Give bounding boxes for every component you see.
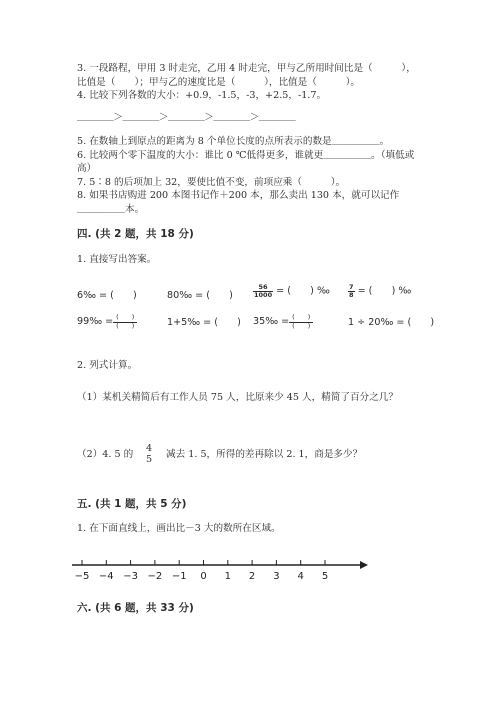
tick-label: −1 [171, 571, 187, 582]
q4-line1: 4. 比较下列各数的大小：+0.9，-1.5，-3，+2.5，-1.7。 [77, 90, 327, 101]
tick-label: 2 [248, 571, 256, 582]
calc-r2-c4: 1 ÷ 20‰ = ( ) [348, 317, 435, 328]
fraction-7-8: $\frac{7}{8}$ [349, 283, 354, 299]
part4-sub2-a: （2）4. 5 的 [77, 449, 134, 460]
tick-label: −5 [74, 571, 90, 582]
q6-line1: 6. 比较两个零下温度的大小：谁比 0 ℃低得更多，谁就更＿＿＿＿＿。（填低或 [77, 150, 415, 161]
calc-r2-c1: 99‰ = $\frac{( )}{( )}$ [77, 314, 137, 330]
q5: 5. 在数轴上到原点的距离为 8 个单位长度的点所表示的数是＿＿＿＿＿。 [77, 136, 390, 147]
q8-line1: 8. 如果书店购进 200 本图书记作＋200 本，那么卖出 130 本，就可以记作 [77, 190, 400, 201]
calc-r2-c3: 35‰ = $\frac{( )}{( )}$ [253, 314, 313, 330]
part4-q2-title: 2. 列式计算。 [77, 360, 138, 371]
part4-sub1: （1）某机关精简后有工作人员 75 人，比原来少 45 人，精简了百分之几？ [77, 392, 398, 403]
part5-heading: 五. (共 1 题，共 5 分) [77, 498, 187, 510]
blank-fraction: $\frac{( )}{( )}$ [113, 314, 137, 330]
part5-q1: 1. 在下面直线上，画出比－3 大的数所在区域。 [77, 523, 281, 534]
q4-line2: ＿＿＿＿＞＿＿＿＿＞＿＿＿＿＞＿＿＿＿＞＿＿＿＿ [77, 112, 296, 123]
part6-heading: 六. (共 6 题，共 33 分) [77, 602, 194, 614]
fraction-4-5: 4 5 [146, 443, 153, 465]
fraction-56-1000: $\frac{56}{1000}$ [254, 283, 273, 299]
tick-label: −2 [147, 571, 163, 582]
calc-r2-c2: 1+5‰ = ( ) [167, 317, 241, 328]
arrow-right-icon [360, 561, 368, 569]
q3-line1: 3. 一段路程，甲用 3 时走完，乙用 4 时走完，甲与乙所用时间比是（ ）， [77, 63, 416, 74]
part4-heading: 四. (共 2 题，共 18 分) [77, 228, 194, 240]
calc-r1-c3: $\frac{56}{1000}$ = ( ) ‰ [254, 283, 330, 299]
blank-fraction: $\frac{( )}{( )}$ [289, 314, 313, 330]
number-line [70, 556, 370, 586]
q6-line2: 高） [77, 163, 97, 174]
tick-label: 1 [224, 571, 231, 582]
calc-r1-c4: $\frac{7}{8}$ = ( ) ‰ [349, 283, 412, 299]
tick-label: 3 [273, 571, 280, 582]
part4-q1-title: 1. 直接写出答案。 [77, 254, 157, 265]
tick-label: 4 [297, 571, 304, 582]
q3-line2: 比值是（ ）；甲与乙的速度比是（ ），比值是（ ）。 [77, 77, 361, 88]
tick-label: 0 [200, 571, 207, 582]
tick-label: −3 [123, 571, 138, 582]
q7: 7. 5∶8 的后项加上 32，要使比值不变，前项应乘（ ）。 [77, 177, 346, 188]
calc-r1-c2: 80‰ = ( ) [167, 290, 233, 301]
calc-r1-c1: 6‰ = ( ) [77, 290, 137, 301]
tick-label: 5 [321, 571, 329, 582]
part4-sub2-b: 减去 1. 5，所得的差再除以 2. 1，商是多少？ [166, 449, 363, 460]
q8-line2: ＿＿＿＿＿本。 [77, 204, 145, 215]
tick-label: −4 [98, 571, 114, 582]
